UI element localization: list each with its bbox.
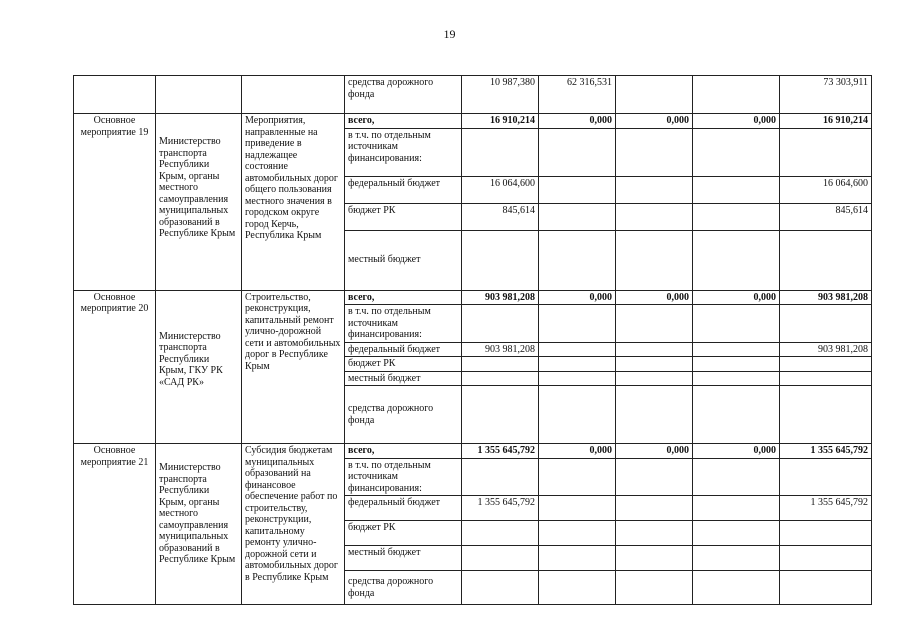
value-cell: 16 064,600: [462, 176, 539, 203]
value-cell: 1 355 645,792: [780, 444, 872, 459]
value-cell: 0,000: [693, 444, 780, 459]
value-cell: [693, 305, 780, 343]
value-cell: [539, 496, 616, 521]
funding-source: бюджет РК: [345, 521, 462, 546]
value-cell: [539, 458, 616, 496]
funding-source: в т.ч. по отдельным источникам финансирования:: [345, 128, 462, 176]
value-cell: [693, 203, 780, 230]
executor-cell: [156, 290, 242, 444]
value-cell: 0,000: [616, 444, 693, 459]
value-cell: [693, 76, 780, 114]
value-cell: [616, 458, 693, 496]
value-cell: 903 981,208: [780, 342, 872, 357]
value-cell: [616, 521, 693, 546]
value-cell: 0,000: [539, 444, 616, 459]
value-cell: [462, 357, 539, 372]
value-cell: 0,000: [693, 114, 780, 129]
value-cell: [616, 305, 693, 343]
value-cell: [539, 521, 616, 546]
value-cell: [693, 357, 780, 372]
value-cell: [539, 386, 616, 444]
value-cell: [616, 571, 693, 605]
value-cell: [693, 458, 780, 496]
executor-text: Министерство транспорта Республики Крым, органы местного самоуправления муниципальных образований в Республике Крым: [159, 462, 236, 565]
measure-label: Основное мероприятие 21: [74, 444, 156, 605]
value-cell: 16 064,600: [780, 176, 872, 203]
table-row: [74, 290, 872, 305]
funding-source: средства дорожного фонда: [345, 386, 462, 444]
value-cell: 845,614: [462, 203, 539, 230]
value-cell: [539, 176, 616, 203]
value-cell: [616, 357, 693, 372]
value-cell: [462, 386, 539, 444]
value-cell: [539, 203, 616, 230]
value-cell: [693, 176, 780, 203]
value-cell: 845,614: [780, 203, 872, 230]
value-cell: [693, 496, 780, 521]
funding-source: местный бюджет: [345, 230, 462, 290]
value-cell: [616, 371, 693, 386]
executor-cell: [156, 444, 242, 605]
value-cell: [693, 371, 780, 386]
value-cell: [539, 230, 616, 290]
value-cell: [539, 305, 616, 343]
value-cell: [616, 230, 693, 290]
value-cell: [616, 128, 693, 176]
empty-cell: [242, 76, 345, 114]
value-cell: [539, 342, 616, 357]
funding-source: всего,: [345, 444, 462, 459]
value-cell: 0,000: [616, 290, 693, 305]
table-row: [74, 76, 872, 114]
description-cell: Мероприятия, направленные на приведение в надлежащее состояние автомобильных дорог общего пользования местного значения в городском округе город Керчь, Республика Крым: [242, 114, 345, 291]
funding-source: местный бюджет: [345, 371, 462, 386]
value-cell: [616, 76, 693, 114]
budget-table: [73, 75, 872, 605]
value-cell: [780, 546, 872, 571]
value-cell: [539, 357, 616, 372]
funding-source: местный бюджет: [345, 546, 462, 571]
value-cell: 903 981,208: [462, 290, 539, 305]
value-cell: [693, 546, 780, 571]
table-row: [74, 444, 872, 459]
funding-source: средства дорожного фонда: [345, 76, 462, 114]
value-cell: 16 910,214: [462, 114, 539, 129]
executor-cell: [156, 114, 242, 291]
measure-label: Основное мероприятие 20: [74, 290, 156, 444]
page-number: 19: [443, 27, 456, 41]
empty-cell: [156, 76, 242, 114]
funding-source: бюджет РК: [345, 357, 462, 372]
value-cell: [462, 546, 539, 571]
value-cell: [780, 305, 872, 343]
value-cell: [693, 521, 780, 546]
value-cell: [780, 371, 872, 386]
value-cell: 903 981,208: [780, 290, 872, 305]
value-cell: [693, 386, 780, 444]
value-cell: [616, 176, 693, 203]
value-cell: [462, 230, 539, 290]
value-cell: [539, 571, 616, 605]
value-cell: 62 316,531: [539, 76, 616, 114]
value-cell: 1 355 645,792: [462, 496, 539, 521]
value-cell: [539, 546, 616, 571]
funding-source: федеральный бюджет: [345, 496, 462, 521]
executor-text: Министерство транспорта Республики Крым, органы местного самоуправления муниципальных образований в Республике Крым: [159, 136, 236, 239]
value-cell: [780, 458, 872, 496]
value-cell: 0,000: [693, 290, 780, 305]
measure-label: Основное мероприятие 19: [74, 114, 156, 291]
value-cell: 16 910,214: [780, 114, 872, 129]
value-cell: [616, 342, 693, 357]
value-cell: [780, 230, 872, 290]
executor-text: Министерство транспорта Республики Крым, ГКУ РК «САД РК»: [159, 330, 223, 388]
funding-source: средства дорожного фонда: [345, 571, 462, 605]
funding-source: в т.ч. по отдельным источникам финансирования:: [345, 458, 462, 496]
value-cell: [539, 371, 616, 386]
value-cell: 0,000: [539, 290, 616, 305]
value-cell: 73 303,911: [780, 76, 872, 114]
value-cell: [780, 386, 872, 444]
value-cell: 903 981,208: [462, 342, 539, 357]
value-cell: [539, 128, 616, 176]
value-cell: [780, 128, 872, 176]
value-cell: [780, 571, 872, 605]
description-cell: Субсидия бюджетам муниципальных образований на финансовое обеспечение работ по строительству, реконструкции, капитальному ремонту улично-дорожной сети и автомобильных дорог в Республике Крым: [242, 444, 345, 605]
value-cell: [462, 458, 539, 496]
value-cell: [780, 357, 872, 372]
value-cell: 0,000: [539, 114, 616, 129]
funding-source: всего,: [345, 290, 462, 305]
description-cell: Строительство, реконструкция, капитальный ремонт улично-дорожной сети и автомобильных дорог в Республике Крым: [242, 290, 345, 444]
value-cell: [462, 128, 539, 176]
value-cell: [616, 386, 693, 444]
value-cell: [616, 546, 693, 571]
value-cell: [693, 128, 780, 176]
value-cell: 1 355 645,792: [462, 444, 539, 459]
value-cell: [616, 496, 693, 521]
value-cell: [616, 203, 693, 230]
empty-cell: [74, 76, 156, 114]
funding-source: федеральный бюджет: [345, 342, 462, 357]
funding-source: всего,: [345, 114, 462, 129]
value-cell: [693, 230, 780, 290]
value-cell: [780, 521, 872, 546]
value-cell: 1 355 645,792: [780, 496, 872, 521]
value-cell: [462, 305, 539, 343]
value-cell: 0,000: [616, 114, 693, 129]
funding-source: бюджет РК: [345, 203, 462, 230]
value-cell: [693, 342, 780, 357]
table-row: [74, 114, 872, 129]
value-cell: [462, 571, 539, 605]
value-cell: 10 987,380: [462, 76, 539, 114]
value-cell: [462, 371, 539, 386]
value-cell: [462, 521, 539, 546]
funding-source: федеральный бюджет: [345, 176, 462, 203]
funding-source: в т.ч. по отдельным источникам финансирования:: [345, 305, 462, 343]
value-cell: [693, 571, 780, 605]
